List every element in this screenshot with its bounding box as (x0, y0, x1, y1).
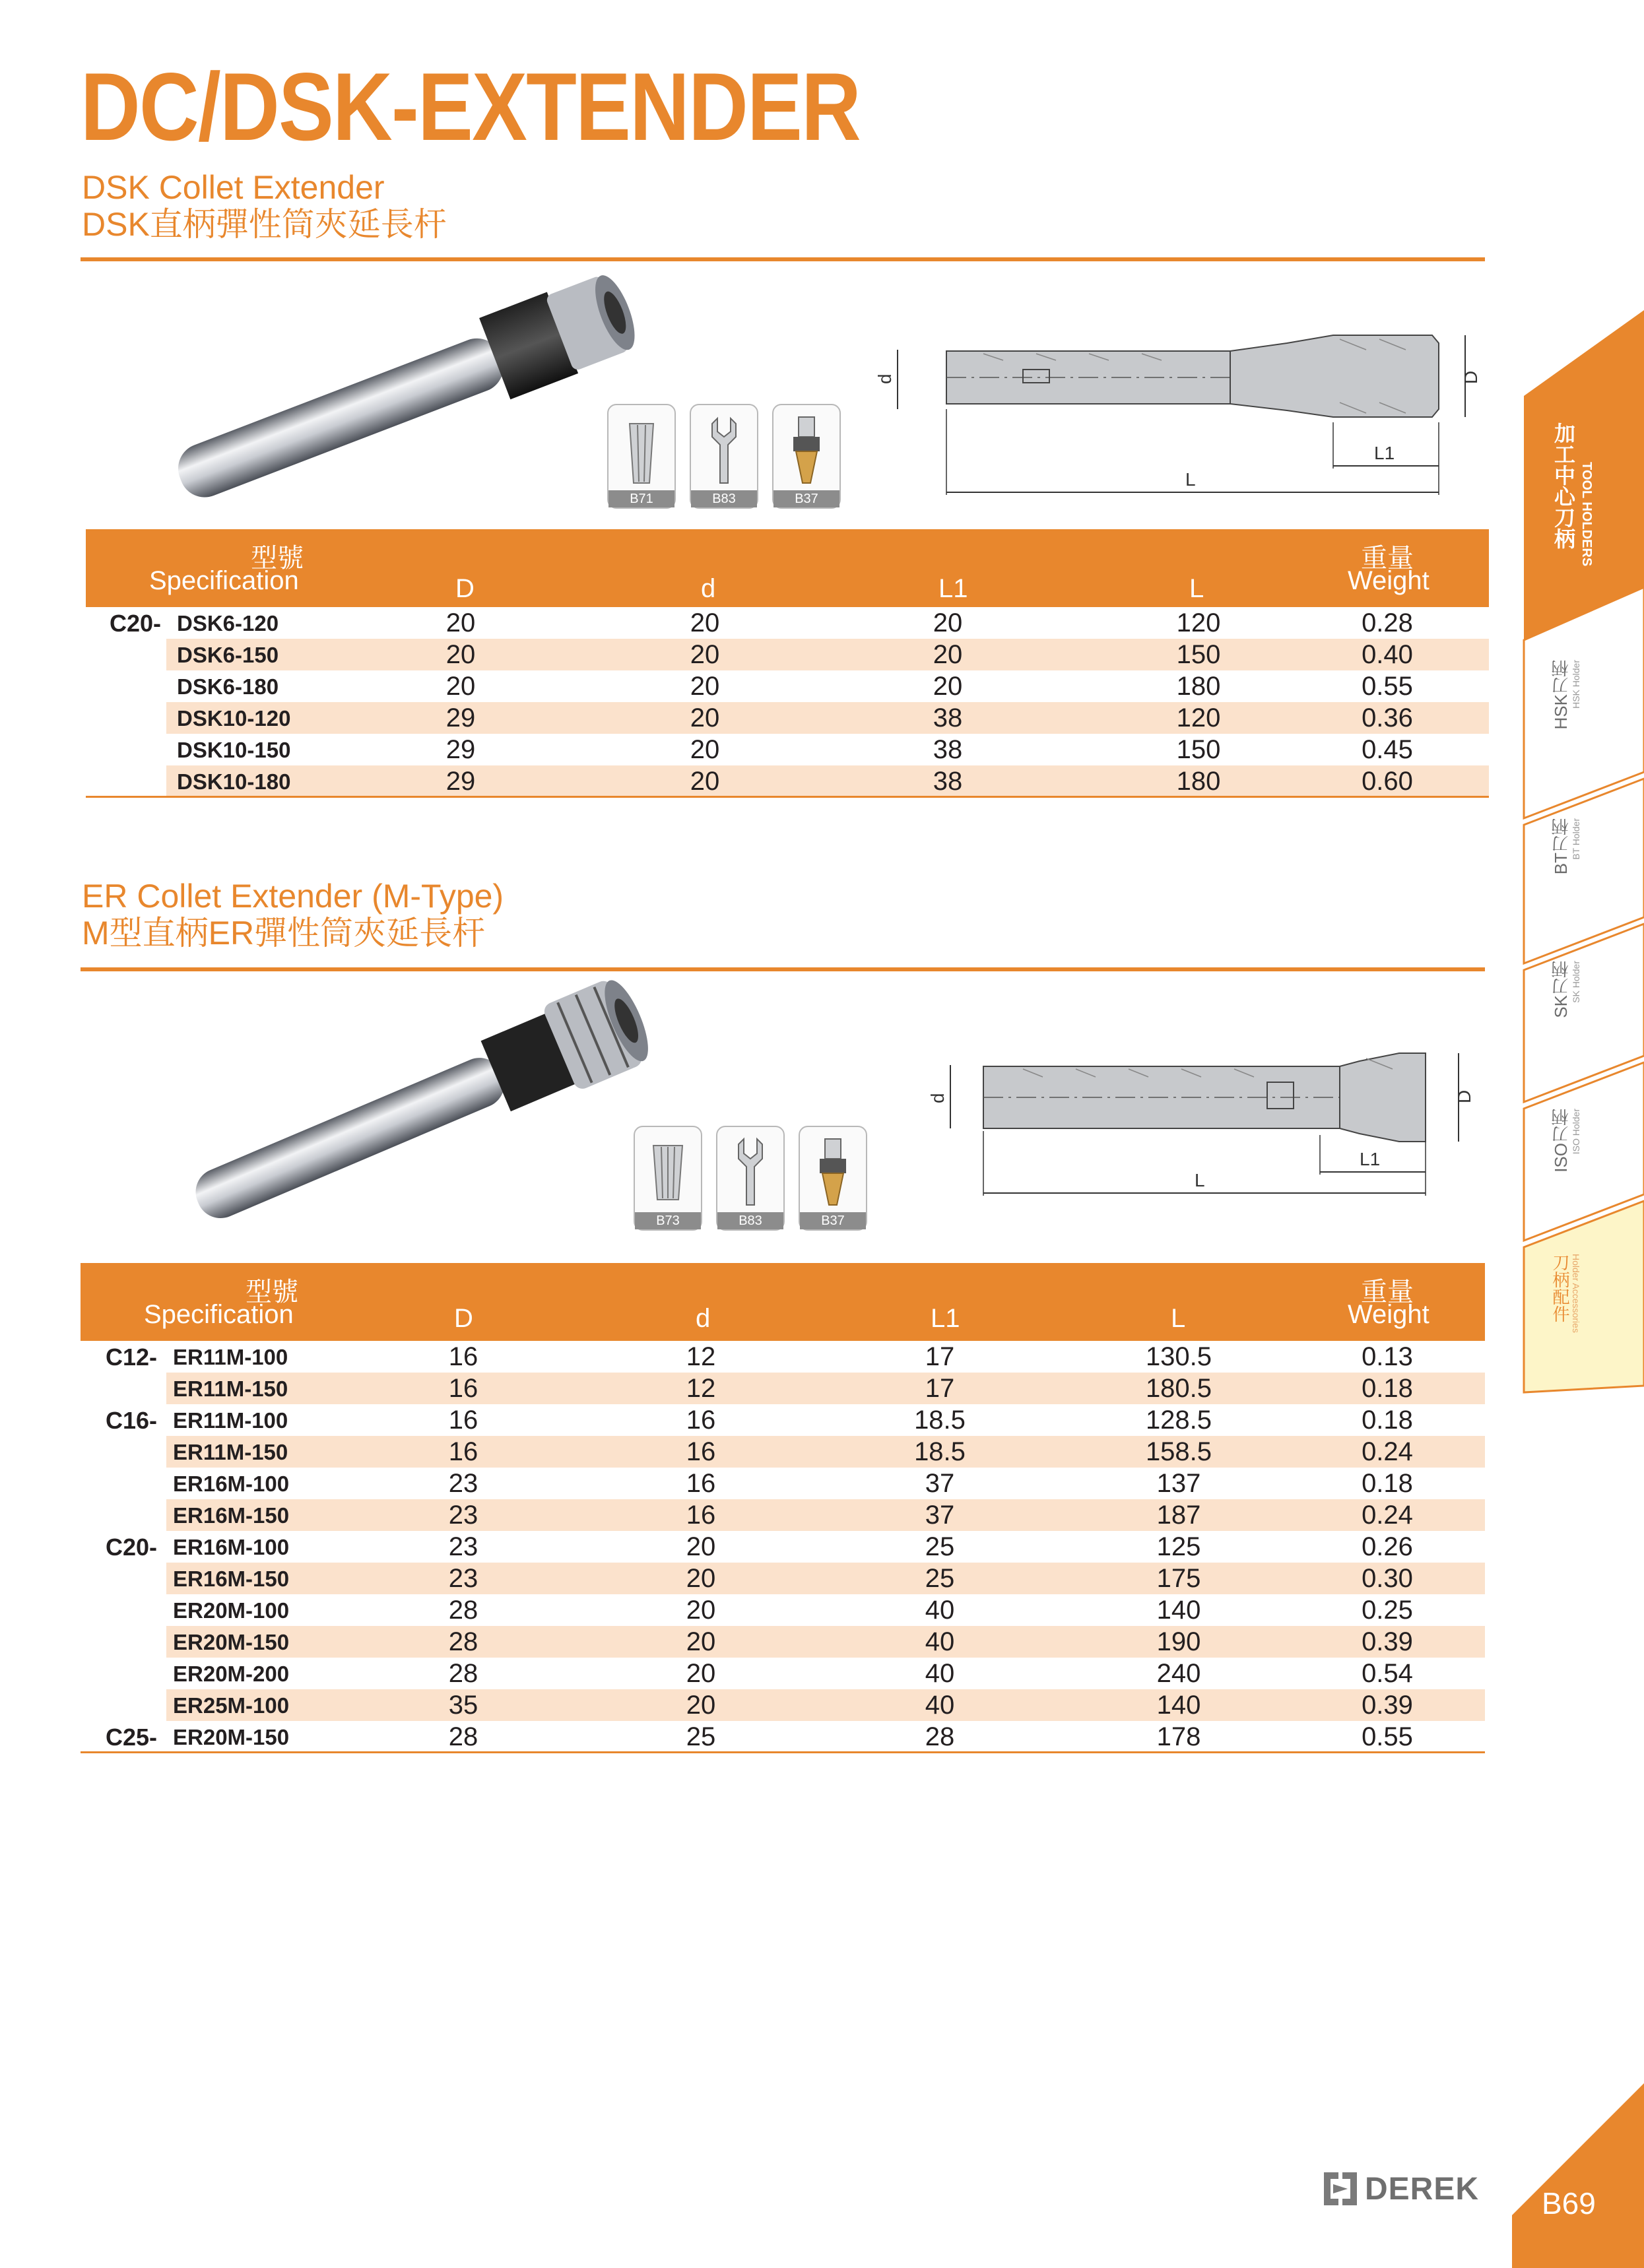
table-row (166, 1373, 1485, 1404)
cell-l: 190 (1156, 1627, 1201, 1656)
table-row (166, 670, 1489, 702)
table2-header (81, 1263, 1485, 1341)
cell-d: 25 (686, 1722, 716, 1751)
drawing-label-L: L (1195, 1170, 1205, 1190)
group-label: C25- (106, 1724, 158, 1751)
cell-weight: 0.30 (1362, 1564, 1413, 1593)
model-cell: ER11M-150 (173, 1377, 288, 1401)
cell-l1: 38 (933, 735, 963, 764)
cell-d: 16 (686, 1501, 716, 1530)
cell-l1: 18.5 (914, 1437, 966, 1466)
cell-d: 20 (690, 735, 720, 764)
sidebar-tab-bt[interactable]: BT刀柄 (1551, 818, 1571, 875)
cell-l1: 25 (925, 1564, 955, 1593)
model-cell: ER16M-150 (173, 1503, 290, 1528)
table-row (166, 607, 1489, 639)
model-cell: DSK6-180 (177, 674, 279, 699)
model-cell: ER11M-150 (173, 1440, 288, 1464)
cell-d: 29 (445, 703, 476, 732)
sidebar-main-en: TOOL HOLDERS (1579, 462, 1594, 567)
cell-d: 23 (448, 1469, 478, 1498)
sidebar-tab-hsk-en: HSK Holder (1571, 660, 1581, 709)
cell-d: 35 (448, 1691, 478, 1720)
sidebar-tab-accessories-en: Holder Accessories (1571, 1254, 1581, 1333)
wrench-icon (690, 404, 758, 509)
drawing-label-L1: L1 (1360, 1149, 1381, 1169)
table-row (166, 639, 1489, 670)
cell-d: 29 (445, 767, 476, 796)
dsk-technical-drawing (874, 323, 1498, 508)
cell-l1: 28 (925, 1722, 955, 1751)
cell-d: 28 (448, 1596, 478, 1625)
cell-l1: 18.5 (914, 1406, 966, 1435)
header-d: d (701, 574, 716, 603)
section2-title-en: ER Collet Extender (M-Type) (82, 878, 504, 915)
group-label: C12- (106, 1344, 158, 1371)
cell-d: 23 (448, 1501, 478, 1530)
cell-weight: 0.54 (1362, 1659, 1413, 1688)
model-cell: DSK10-120 (177, 706, 291, 730)
cell-l1: 20 (933, 640, 963, 669)
cell-l: 175 (1156, 1564, 1201, 1593)
cell-weight: 0.26 (1362, 1532, 1413, 1561)
cell-l: 180 (1176, 672, 1221, 701)
dsk-extender-photo (145, 290, 647, 502)
section1-title-zh: DSK直柄彈性筒夾延長杆 (82, 206, 447, 243)
cell-d: 20 (690, 608, 720, 637)
group-label: C20- (110, 610, 162, 637)
cell-d: 20 (690, 767, 720, 796)
tool-holder-icon (799, 1126, 867, 1231)
cell-weight: 0.18 (1362, 1374, 1413, 1403)
cell-d: 20 (686, 1532, 716, 1561)
footer-brand: DEREK (1365, 2172, 1480, 2207)
model-cell: ER20M-200 (173, 1662, 290, 1686)
header-spec-en: Specification (144, 1300, 294, 1329)
cell-d: 28 (448, 1659, 478, 1688)
collet-icon (607, 404, 676, 509)
sidebar-tab-iso-en: ISO Holder (1571, 1109, 1581, 1155)
header-L1: L1 (938, 574, 968, 603)
model-cell: ER11M-100 (173, 1345, 288, 1369)
cell-weight: 0.45 (1362, 735, 1413, 764)
footer-corner (1512, 2083, 1644, 2268)
cell-l: 180.5 (1145, 1374, 1212, 1403)
table-row (166, 765, 1489, 797)
table-row (166, 1626, 1485, 1658)
cell-weight: 0.60 (1362, 767, 1413, 796)
cell-l1: 20 (933, 608, 963, 637)
header-weight-zh: 重量 (1361, 544, 1414, 573)
cell-d: 20 (445, 672, 476, 701)
table-row (166, 1563, 1485, 1594)
cell-d: 20 (686, 1691, 716, 1720)
sidebar-tab-hsk[interactable]: HSK刀柄 (1551, 660, 1571, 730)
table-row (166, 1658, 1485, 1689)
sidebar-main-zh: 加工中心刀柄 (1552, 422, 1575, 549)
er-collet-icon (634, 1126, 702, 1231)
cell-l1: 40 (925, 1596, 955, 1625)
cell-d: 29 (445, 735, 476, 764)
model-cell: DSK10-180 (177, 769, 291, 794)
cell-l1: 40 (925, 1691, 955, 1720)
icon-label: B37 (800, 1212, 866, 1229)
header-L1: L1 (931, 1304, 960, 1333)
cell-d: 23 (448, 1564, 478, 1593)
cell-l: 150 (1176, 640, 1221, 669)
cell-l1: 17 (925, 1342, 955, 1371)
cell-d: 20 (445, 608, 476, 637)
cell-d: 20 (686, 1596, 716, 1625)
page-number: B69 (1542, 2186, 1596, 2220)
table-row (166, 1499, 1485, 1531)
header-weight-zh: 重量 (1361, 1278, 1414, 1307)
icon-label: B71 (608, 490, 674, 507)
icon-label: B83 (717, 1212, 783, 1229)
cell-d: 23 (448, 1532, 478, 1561)
cell-d: 16 (448, 1342, 478, 1371)
cell-weight: 0.36 (1362, 703, 1413, 732)
model-cell: DSK6-150 (177, 643, 279, 667)
section2-divider (81, 967, 1485, 971)
cell-l: 130.5 (1145, 1342, 1212, 1371)
table2-body (81, 1341, 1485, 1753)
drawing-label-d: d (874, 373, 895, 384)
cell-d: 12 (686, 1374, 716, 1403)
cell-d: 16 (686, 1437, 716, 1466)
cell-d: 20 (690, 703, 720, 732)
er-technical-drawing (924, 1043, 1492, 1201)
header-weight-en: Weight (1348, 566, 1430, 595)
header-spec-zh: 型號 (246, 1278, 298, 1307)
model-cell: ER16M-100 (173, 1535, 290, 1559)
sidebar-tab-sk[interactable]: SK刀柄 (1551, 961, 1571, 1018)
model-cell: DSK10-150 (177, 738, 291, 762)
model-cell: ER16M-100 (173, 1472, 290, 1496)
model-cell: ER11M-100 (173, 1408, 288, 1433)
header-D: D (455, 574, 475, 603)
cell-l1: 38 (933, 703, 963, 732)
table-row (166, 1468, 1485, 1499)
cell-l: 180 (1176, 767, 1221, 796)
cell-d: 20 (686, 1659, 716, 1688)
header-weight-en: Weight (1348, 1300, 1430, 1329)
icon-label: B83 (691, 490, 757, 507)
drawing-label-L1: L1 (1374, 443, 1395, 463)
cell-d: 28 (448, 1627, 478, 1656)
er-extender-photo (158, 1003, 660, 1214)
section1-title-en: DSK Collet Extender (82, 169, 385, 206)
cell-weight: 0.18 (1362, 1406, 1413, 1435)
model-cell: ER16M-150 (173, 1567, 290, 1591)
group-label: C16- (106, 1407, 158, 1434)
cell-l1: 40 (925, 1659, 955, 1688)
model-cell: ER20M-150 (173, 1630, 290, 1654)
cell-weight: 0.24 (1362, 1501, 1413, 1530)
cell-l: 140 (1156, 1596, 1201, 1625)
sidebar-tab-sk-en: SK Holder (1571, 961, 1581, 1003)
table-row (166, 1404, 1485, 1436)
cell-weight: 0.13 (1362, 1342, 1413, 1371)
header-D: D (454, 1304, 473, 1333)
cell-weight: 0.25 (1362, 1596, 1413, 1625)
cell-weight: 0.24 (1362, 1437, 1413, 1466)
sidebar-tab-bt-en: BT Holder (1571, 818, 1581, 860)
cell-l: 140 (1156, 1691, 1201, 1720)
header-L: L (1171, 1304, 1186, 1333)
table-row (166, 1341, 1485, 1373)
cell-l: 120 (1176, 703, 1221, 732)
cell-d: 20 (686, 1627, 716, 1656)
model-cell: ER20M-150 (173, 1725, 290, 1749)
cell-l1: 38 (933, 767, 963, 796)
header-spec-en: Specification (149, 566, 299, 595)
wrench-icon (716, 1126, 785, 1231)
table-row (166, 1721, 1485, 1753)
cell-l1: 20 (933, 672, 963, 701)
cell-d: 28 (448, 1722, 478, 1751)
cell-d: 12 (686, 1342, 716, 1371)
table-row (166, 702, 1489, 734)
cell-l: 128.5 (1145, 1406, 1212, 1435)
cell-l1: 25 (925, 1532, 955, 1561)
icon-label: B37 (773, 490, 839, 507)
cell-weight: 0.18 (1362, 1469, 1413, 1498)
group-label: C20- (106, 1534, 158, 1561)
cell-l: 240 (1156, 1659, 1201, 1688)
table2-bottom-rule (81, 1751, 1485, 1753)
cell-d: 20 (690, 672, 720, 701)
table-row (166, 1689, 1485, 1721)
cell-d: 16 (448, 1406, 478, 1435)
section1-divider (81, 257, 1485, 261)
table1-body (86, 607, 1489, 797)
cell-weight: 0.55 (1362, 1722, 1413, 1751)
cell-l: 150 (1176, 735, 1221, 764)
cell-l1: 37 (925, 1469, 955, 1498)
cell-l: 178 (1156, 1722, 1201, 1751)
cell-l: 125 (1156, 1532, 1201, 1561)
sidebar-tab-iso[interactable]: ISO刀柄 (1551, 1109, 1571, 1173)
drawing-label-D: D (1461, 370, 1481, 384)
cell-l1: 37 (925, 1501, 955, 1530)
cell-l: 187 (1156, 1501, 1201, 1530)
table-row (166, 1594, 1485, 1626)
drawing-label-d: d (927, 1093, 948, 1103)
cell-d: 20 (690, 640, 720, 669)
tool-holder-icon (772, 404, 841, 509)
cell-d: 16 (686, 1469, 716, 1498)
cell-d: 16 (448, 1437, 478, 1466)
drawing-label-D: D (1454, 1089, 1474, 1103)
cell-weight: 0.28 (1362, 608, 1413, 637)
header-spec-zh: 型號 (251, 544, 304, 573)
cell-weight: 0.39 (1362, 1691, 1413, 1720)
cell-d: 16 (448, 1374, 478, 1403)
table-row (166, 1531, 1485, 1563)
table1-header (86, 529, 1489, 607)
cell-l1: 17 (925, 1374, 955, 1403)
icon-label: B73 (635, 1212, 701, 1229)
cell-d: 20 (445, 640, 476, 669)
cell-l: 158.5 (1145, 1437, 1212, 1466)
model-cell: ER25M-100 (173, 1693, 290, 1718)
cell-weight: 0.40 (1362, 640, 1413, 669)
table-row (166, 1436, 1485, 1468)
header-L: L (1189, 574, 1204, 603)
derek-logo-icon (1324, 2172, 1357, 2205)
section2-title-zh: M型直柄ER彈性筒夾延長杆 (82, 915, 486, 952)
drawing-label-L: L (1185, 469, 1196, 490)
page-title: DC/DSK-EXTENDER (81, 53, 861, 160)
cell-d: 20 (686, 1564, 716, 1593)
cell-l: 137 (1156, 1469, 1201, 1498)
cell-d: 16 (686, 1406, 716, 1435)
model-cell: ER20M-100 (173, 1598, 290, 1623)
cell-weight: 0.55 (1362, 672, 1413, 701)
sidebar-tab-accessories[interactable]: 刀柄配件 (1550, 1254, 1570, 1322)
header-d: d (696, 1304, 711, 1333)
cell-weight: 0.39 (1362, 1627, 1413, 1656)
cell-l1: 40 (925, 1627, 955, 1656)
cell-l: 120 (1176, 608, 1221, 637)
model-cell: DSK6-120 (177, 611, 279, 635)
table-row (166, 734, 1489, 765)
table1-bottom-rule (86, 796, 1489, 798)
